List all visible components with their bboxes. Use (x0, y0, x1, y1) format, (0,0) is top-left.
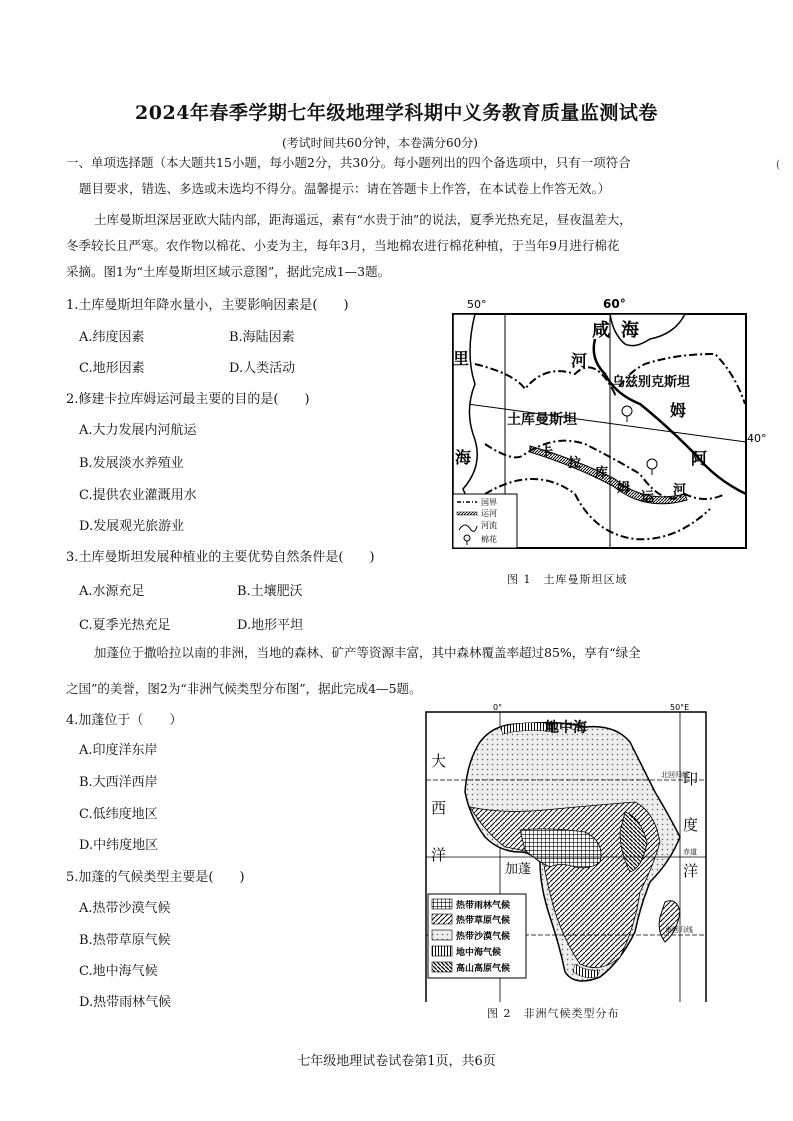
question-5-option-c[interactable]: C.地中海气候 (79, 964, 158, 979)
question-4-option-c[interactable]: C.低纬度地区 (79, 807, 158, 822)
intro2-line2: 之国”的美誉，图2为“非洲气候类型分布图”，据此完成4—5题。 (66, 681, 422, 696)
question-2-option-a[interactable]: A.大力发展内河航运 (79, 423, 197, 438)
label-du: 度 (683, 816, 699, 834)
turkmenistan-map (445, 294, 775, 569)
map-label-la: 拉 (568, 456, 582, 471)
question-3-option-c[interactable]: C.夏季光热充足 (79, 618, 171, 633)
label-gabon: 加蓬 (505, 862, 532, 877)
map-label-yun: 运 (641, 490, 655, 505)
intro1-line2: 冬季较长且严寒。农作物以棉花、小麦为主，每年3月，当地棉农进行棉花种植，于当年9月进行棉花 (66, 238, 620, 253)
page-title: 2024年春季学期七年级地理学科期中义务教育质量监测试卷 (135, 102, 658, 124)
question-5-option-d[interactable]: D.热带雨林气候 (79, 995, 172, 1010)
question-2-stem: 2.修建卡拉库姆运河最主要的目的是( ) (66, 392, 310, 407)
africa-climate-map (425, 702, 721, 1002)
question-2-option-d[interactable]: D.发展观光旅游业 (79, 519, 185, 534)
figure-1-caption: 图 1 土库曼斯坦区域 (507, 573, 628, 586)
cancer-label: 北回归线 (661, 771, 689, 779)
question-1-stem: 1.土库曼斯坦年降水量小，主要影响因素是( ) (66, 298, 349, 313)
figure-2-caption: 图 2 非洲气候类型分布 (487, 1007, 620, 1020)
lon-0-label: 0° (493, 703, 503, 712)
question-5-option-b[interactable]: B.热带草原气候 (79, 933, 171, 948)
capricorn-label: 南回归线 (665, 926, 693, 934)
lon-50e-label: 50°E (670, 703, 690, 712)
map-label-uzbekistan: 乌兹别克斯坦 (612, 375, 691, 390)
legend-border: 国界 (481, 498, 497, 507)
lat-40-label: 40° (747, 432, 767, 445)
question-2-option-b[interactable]: B.发展淡水养殖业 (79, 456, 184, 471)
map-label-he: 河 (571, 351, 588, 370)
label-mediterranean: 地中海 (545, 720, 587, 736)
question-3-option-d[interactable]: D.地形平坦 (237, 618, 304, 633)
question-1-option-c[interactable]: C.地形因素 (79, 361, 145, 376)
question-4-stem: 4.加蓬位于（ ） (66, 713, 183, 728)
map-label-turkmenistan: 土库曼斯坦 (507, 412, 577, 428)
question-5-option-a[interactable]: A.热带沙漠气候 (79, 901, 171, 916)
question-3-option-a[interactable]: A.水源充足 (79, 584, 145, 599)
question-3-stem: 3.土库曼斯坦发展种植业的主要优势自然条件是( ) (66, 550, 375, 565)
map-label-li: 里 (453, 349, 470, 368)
question-2-option-c[interactable]: C.提供农业灌溉用水 (79, 488, 197, 503)
question-1-option-b[interactable]: B.海陆因素 (229, 330, 295, 345)
label-yin: 印 (683, 770, 699, 788)
page-footer: 七年级地理试卷试卷第1页，共6页 (297, 1054, 496, 1069)
question-1-option-d[interactable]: D.人类活动 (229, 361, 296, 376)
legend-savanna: 热带草原气候 (456, 916, 511, 926)
lon-50-label: 50° (467, 298, 487, 311)
legend-canal: 运河 (481, 509, 497, 518)
map-label-he2: 河 (673, 483, 687, 498)
section-heading-line1: 一、单项选择题（本大题共15小题，每小题2分，共30分。每小题列出的四个备选项中，只有一项符合 (66, 155, 631, 170)
question-1-option-a[interactable]: A.纬度因素 (79, 330, 145, 345)
exam-info: (考试时间共60分钟，本卷满分60分) (282, 136, 478, 150)
question-4-option-a[interactable]: A.印度洋东岸 (79, 743, 158, 758)
intro1-line1: 土库曼斯坦深居亚欧大陆内部，距海遥远，素有“水贵于油”的说法，夏季光热充足，昼夜温差大， (94, 212, 632, 227)
legend-desert: 热带沙漠气候 (456, 932, 511, 942)
question-5-stem: 5.加蓬的气候类型主要是( ) (66, 870, 245, 885)
legend-mediterranean: 地中海气候 (456, 948, 502, 958)
map-label-ka: 卡 (540, 445, 554, 460)
section-heading-line2: 题目要求，错选、多选或未选均不得分。温馨提示：请在答题卡上作答，在本试卷上作答无效。） (79, 181, 611, 196)
question-4-option-d[interactable]: D.中纬度地区 (79, 838, 159, 853)
map-label-hai-top: 海 (621, 320, 639, 341)
lon-60-label: 60° (603, 297, 626, 311)
label-da: 大 (431, 752, 447, 770)
map-label-mu2: 姆 (617, 481, 631, 496)
question-3-option-b[interactable]: B.土壤肥沃 (237, 584, 303, 599)
legend-rainforest: 热带雨林气候 (456, 901, 511, 911)
map-label-xian: 咸 (592, 320, 610, 341)
label-yang-left: 洋 (431, 846, 447, 864)
label-yang-right: 洋 (683, 862, 699, 880)
legend-highland: 高山高原气候 (456, 964, 511, 974)
map-label-hai-left: 海 (455, 448, 472, 467)
legend-cotton: 棉花 (481, 535, 497, 544)
label-xi: 西 (431, 799, 447, 817)
legend-river: 河流 (481, 521, 497, 530)
intro2-line1: 加蓬位于撒哈拉以南的非洲，当地的森林、矿产等资源丰富，其中森林覆盖率超过85%，享有“绿全 (94, 645, 641, 660)
intro1-line3: 采摘。图1为“土库曼斯坦区域示意图”，据此完成1—3题。 (66, 264, 391, 279)
map-label-ku: 库 (595, 466, 609, 481)
map-label-a: 阿 (691, 449, 708, 468)
question-4-option-b[interactable]: B.大西洋西岸 (79, 775, 158, 790)
map-label-mu: 姆 (670, 401, 687, 420)
equator-label: 赤道 (683, 848, 697, 856)
margin-mark: ( (776, 158, 781, 171)
